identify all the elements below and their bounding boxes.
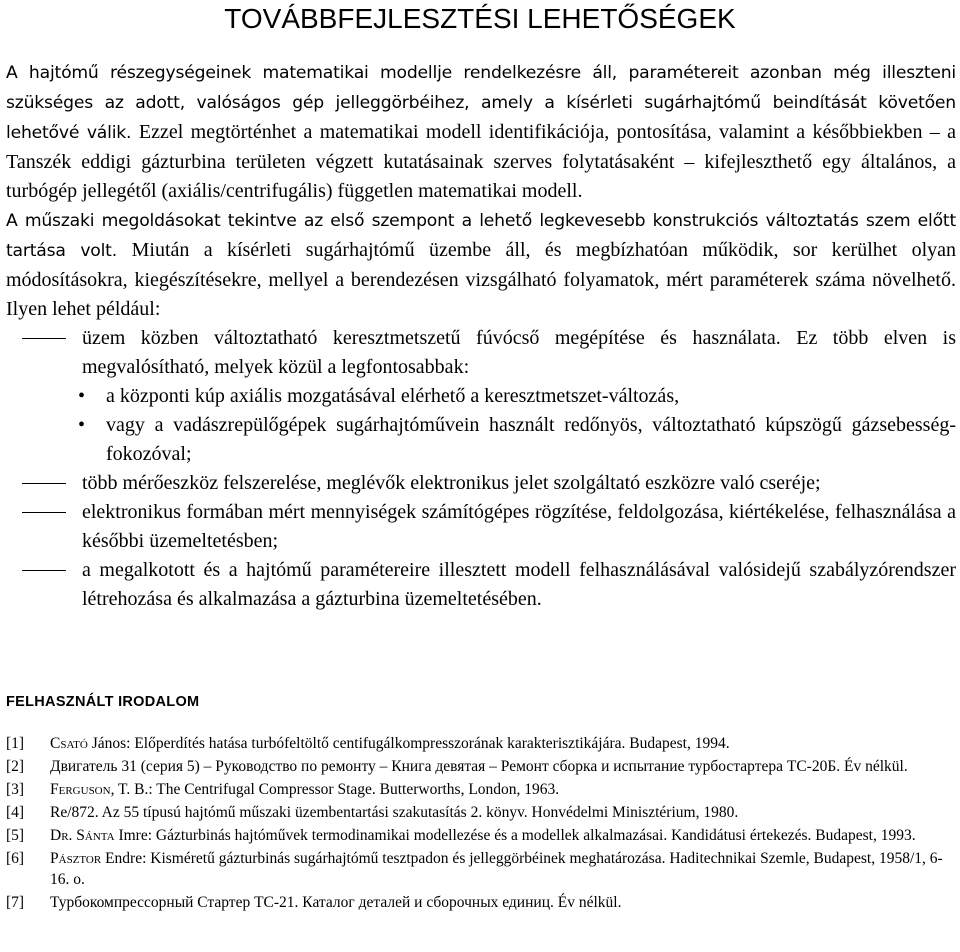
bullet-item-text: a központi kúp axiális mozgatásával elérhető a keresztmetszet-változás, [106,385,680,407]
bullet-icon: • [78,385,86,407]
dash-marker [22,570,66,571]
list-item [6,324,956,382]
list-item-text: üzem közben változtatható keresztmetszetű fúvócső megépítése és használata. Ez több elven is megvalósítható, melyek közül a legfontosabbak: [82,327,956,378]
reference-number: [7] [6,893,25,911]
references-heading: FELHASZNÁLT IRODALOM [6,694,200,710]
reference-author: Ferguson [50,781,111,798]
paragraph-1 [6,58,956,206]
dash-marker [22,338,66,339]
reference-number: [2] [6,758,25,775]
reference-item [6,826,956,847]
reference-author: Dr. Sánta [50,827,115,844]
reference-list [6,734,956,916]
reference-text: Endre: Kisméretű gázturbinás sugárhajtómű tesztpadon és jelleggörbéinek meghatározása. Haditechnikai Szemle, Budapest, 1958/1, 6-16. o. [50,850,943,888]
reference-item [6,803,956,824]
reference-text: Imre: Gázturbinás hajtóművek termodinamikai modellezése és a modellek alkalmazásai. Kandidátusi értekezés. Budapest, 1993. [114,827,916,844]
main-body [6,58,956,614]
list-item [6,556,956,614]
list-item-text: a megalkotott és a hajtómű paramétereire illesztett modell felhasználásával valósidejű szabályzórendszer létrehozása és alkalmazása a gázturbina üzemeltetésében. [82,559,956,610]
bullet-item-text: vagy a vadászrepülőgépek sugárhajtóművein használt redőnyös, változtatható kúpszögű gázsebesség-fokozóval; [106,414,956,465]
page-title: TOVÁBBFEJLESZTÉSI LEHETŐSÉGEK [224,3,736,34]
bullet-item [6,411,956,469]
paragraph-2-intro: A műszaki megoldásokat tekintve az első szempont a lehető legkevesebb konstrukciós változtatás szem előtt tartása volt. [6,211,956,261]
reference-text: Двигатель 31 (серия 5) – Руководство по ремонту – Книга девятая – Ремонт сборка и испытание турбостартера ТС-20Б. Év nélkül. [50,758,908,775]
dash-marker [22,483,66,484]
list-item-text: elektronikus formában mért mennyiségek számítógépes rögzítése, feldolgozása, kiértékelése, felhasználása a későbbi üzemeltetésben; [82,501,956,552]
list-item-text: több mérőeszköz felszerelése, meglévők elektronikus jelet szolgáltató eszközre való cseréje; [82,472,821,494]
reference-author: Pásztor [50,850,102,867]
bullet-item [6,382,956,411]
paragraph-1-rest: Ezzel megtörténhet a matematikai modell identifikációja, pontosítása, valamint a későbbiekben – a Tanszék eddigi gázturbina területen végzett kutatásainak szerves folytatásaként – kifejleszthető egy általános, a turbógép jellegétől (axiális/centrifugális) független matematikai modell. [6,121,956,202]
reference-author: Csató [50,735,88,752]
paragraph-2 [6,206,956,324]
reference-text: János: Előperdítés hatása turbófeltöltő centifugálkompresszorának karakterisztikájára. Budapest, 1994. [87,735,730,752]
reference-number: [3] [6,781,25,798]
reference-number: [4] [6,804,25,821]
reference-item [6,734,956,755]
reference-number: [6] [6,850,25,867]
list-item [6,498,956,556]
reference-item [6,893,956,914]
dash-marker [22,512,66,513]
reference-number: [5] [6,827,25,844]
reference-text: , T. B.: The Centrifugal Compressor Stage. Butterworths, London, 1963. [110,781,560,798]
reference-text: Re/872. Az 55 típusú hajtómű műszaki üzembentartási szakutasítás 2. könyv. Honvédelmi Minisztérium, 1980. [50,804,739,821]
reference-item [6,849,956,890]
reference-text: Турбокомпрессорный Стартер ТС-21. Каталог деталей и сборочных единиц. Év nélkül. [50,893,622,911]
list-item [6,469,956,498]
reference-item [6,780,956,801]
paragraph-1-intro: A hajtómű részegységeinek matematikai modellje rendelkezésre áll, paramétereit azonban még illeszteni szükséges az adott, valóságos gép jelleggörbéihez, amely a kísérleti sugárhajtómű beindítását követően lehetővé válik. [6,63,956,143]
bullet-icon: • [78,414,86,436]
reference-item [6,757,956,778]
paragraph-2-rest: Miután a kísérleti sugárhajtómű üzembe áll, és megbízhatóan működik, sor kerülhet olyan módosításokra, kiegészítésekre, mellyel a berendezésen vizsgálható folyamatok, mért paraméterek száma növelhető. Ilyen lehet például: [6,239,956,320]
reference-number: [1] [6,735,25,752]
